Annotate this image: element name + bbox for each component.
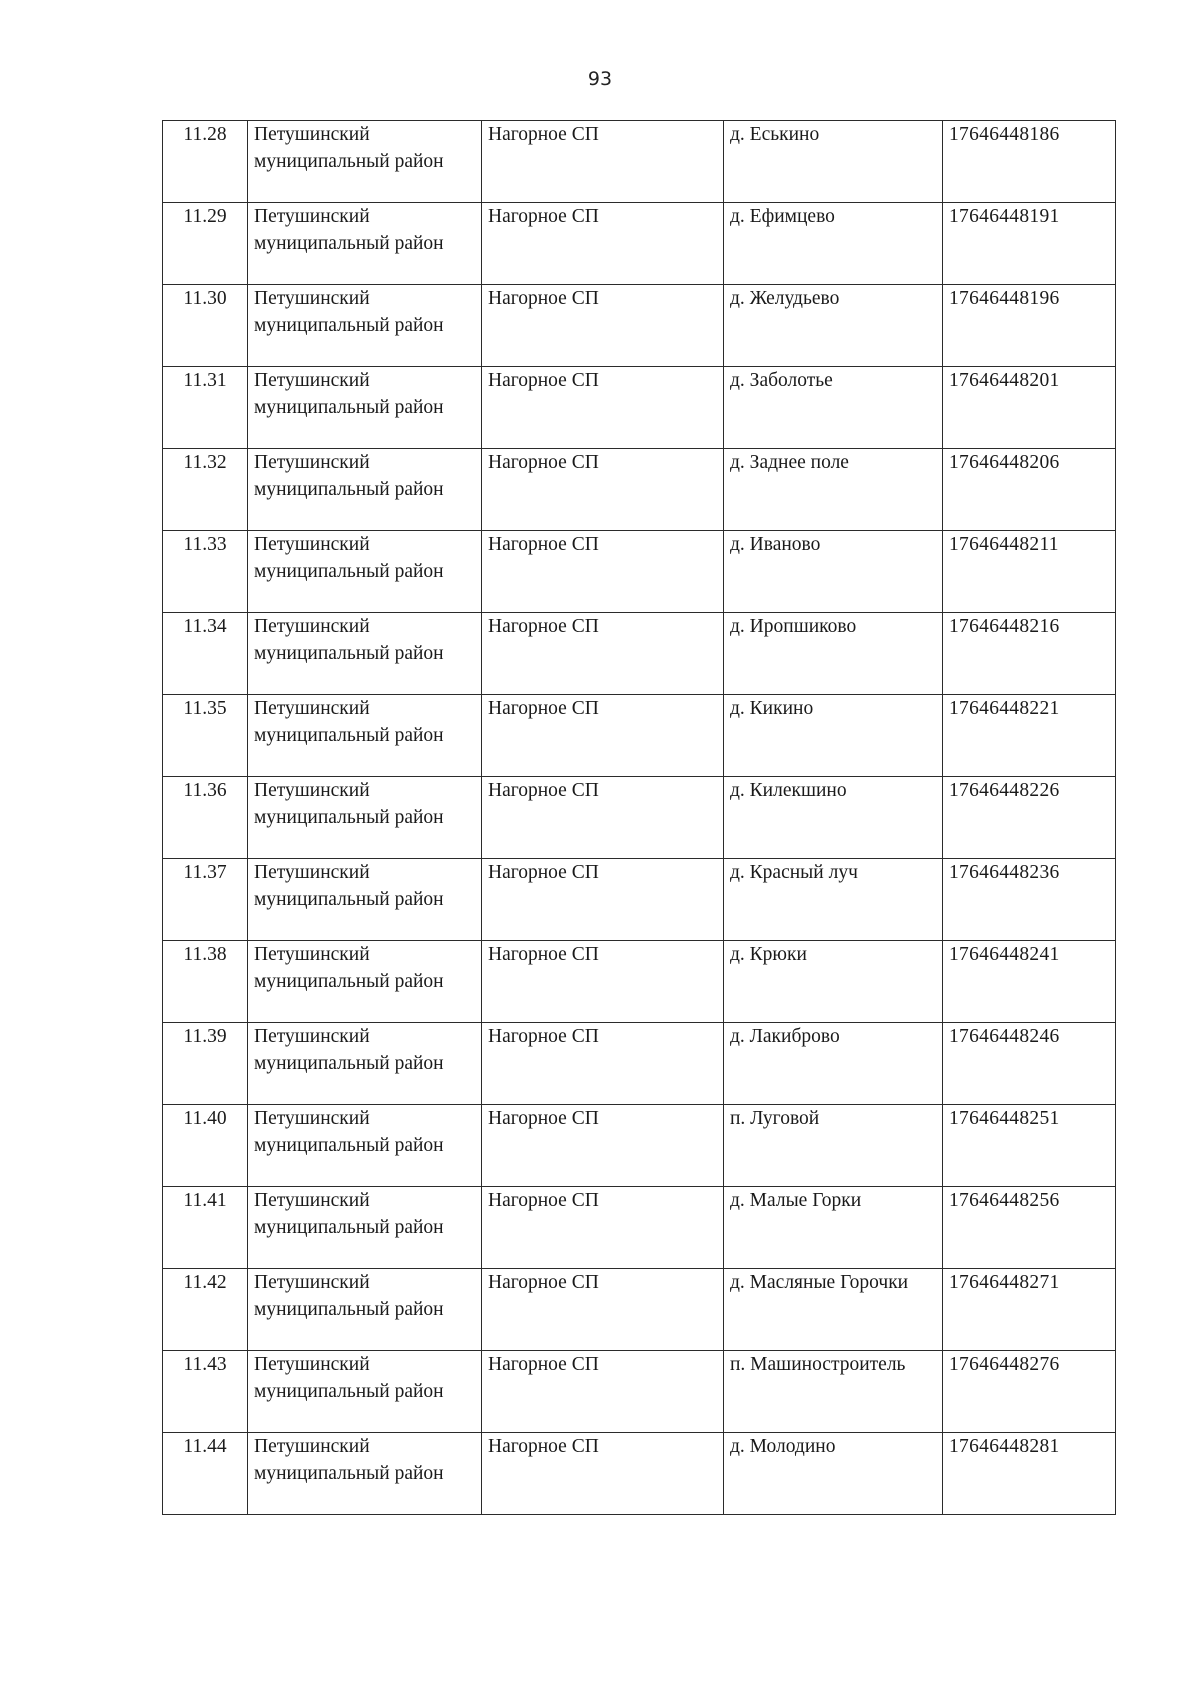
row-number: 11.34: [163, 613, 248, 695]
locality-name: д. Крюки: [724, 941, 943, 1023]
district-name: Петушинский муниципальный район: [248, 285, 482, 367]
row-number: 11.44: [163, 1433, 248, 1515]
district-name: Петушинский муниципальный район: [248, 613, 482, 695]
settlement-name: Нагорное СП: [482, 1351, 724, 1433]
locality-name: д. Молодино: [724, 1433, 943, 1515]
table-row: [163, 777, 1116, 859]
row-number: 11.30: [163, 285, 248, 367]
district-name: Петушинский муниципальный район: [248, 1187, 482, 1269]
oktmo-code: 17646448191: [943, 203, 1116, 285]
settlement-name: Нагорное СП: [482, 203, 724, 285]
locality-name: д. Заболотье: [724, 367, 943, 449]
district-name: Петушинский муниципальный район: [248, 1351, 482, 1433]
locality-name: д. Лакиброво: [724, 1023, 943, 1105]
district-name: Петушинский муниципальный район: [248, 777, 482, 859]
table-row: [163, 531, 1116, 613]
table-row: [163, 1269, 1116, 1351]
oktmo-code: 17646448221: [943, 695, 1116, 777]
settlement-name: Нагорное СП: [482, 1023, 724, 1105]
locality-name: д. Ефимцево: [724, 203, 943, 285]
row-number: 11.40: [163, 1105, 248, 1187]
locality-name: д. Желудьево: [724, 285, 943, 367]
oktmo-code: 17646448251: [943, 1105, 1116, 1187]
settlement-name: Нагорное СП: [482, 777, 724, 859]
settlement-name: Нагорное СП: [482, 285, 724, 367]
table-row: [163, 203, 1116, 285]
page-number: 93: [587, 68, 613, 90]
locality-name: п. Луговой: [724, 1105, 943, 1187]
oktmo-code: 17646448196: [943, 285, 1116, 367]
district-name: Петушинский муниципальный район: [248, 1105, 482, 1187]
table-row: [163, 1351, 1116, 1433]
district-name: Петушинский муниципальный район: [248, 1023, 482, 1105]
table-row: [163, 1105, 1116, 1187]
locality-name: д. Иваново: [724, 531, 943, 613]
locality-name: д. Масляные Горочки: [724, 1269, 943, 1351]
table-row: [163, 941, 1116, 1023]
row-number: 11.31: [163, 367, 248, 449]
settlement-name: Нагорное СП: [482, 1269, 724, 1351]
settlement-name: Нагорное СП: [482, 531, 724, 613]
oktmo-code: 17646448216: [943, 613, 1116, 695]
settlement-name: Нагорное СП: [482, 613, 724, 695]
row-number: 11.33: [163, 531, 248, 613]
table-row: [163, 859, 1116, 941]
district-name: Петушинский муниципальный район: [248, 367, 482, 449]
row-number: 11.28: [163, 121, 248, 203]
table-row: [163, 367, 1116, 449]
settlement-name: Нагорное СП: [482, 859, 724, 941]
settlement-name: Нагорное СП: [482, 449, 724, 531]
row-number: 11.32: [163, 449, 248, 531]
oktmo-code: 17646448206: [943, 449, 1116, 531]
settlement-name: Нагорное СП: [482, 121, 724, 203]
row-number: 11.35: [163, 695, 248, 777]
settlement-name: Нагорное СП: [482, 941, 724, 1023]
district-name: Петушинский муниципальный район: [248, 695, 482, 777]
oktmo-code: 17646448281: [943, 1433, 1116, 1515]
oktmo-code: 17646448246: [943, 1023, 1116, 1105]
locality-name: д. Еськино: [724, 121, 943, 203]
table-row: [163, 1433, 1116, 1515]
locality-name: п. Машиностроитель: [724, 1351, 943, 1433]
oktmo-code: 17646448211: [943, 531, 1116, 613]
table-row: [163, 1023, 1116, 1105]
table-row: [163, 613, 1116, 695]
district-name: Петушинский муниципальный район: [248, 859, 482, 941]
locality-name: д. Килекшино: [724, 777, 943, 859]
locality-name: д. Заднее поле: [724, 449, 943, 531]
settlement-name: Нагорное СП: [482, 367, 724, 449]
settlements-table: [162, 120, 1116, 1515]
oktmo-code: 17646448201: [943, 367, 1116, 449]
oktmo-code: 17646448241: [943, 941, 1116, 1023]
settlement-name: Нагорное СП: [482, 1105, 724, 1187]
oktmo-code: 17646448271: [943, 1269, 1116, 1351]
row-number: 11.37: [163, 859, 248, 941]
row-number: 11.36: [163, 777, 248, 859]
settlement-name: Нагорное СП: [482, 1433, 724, 1515]
row-number: 11.39: [163, 1023, 248, 1105]
district-name: Петушинский муниципальный район: [248, 531, 482, 613]
locality-name: д. Иропшиково: [724, 613, 943, 695]
oktmo-code: 17646448226: [943, 777, 1116, 859]
district-name: Петушинский муниципальный район: [248, 121, 482, 203]
table-row: [163, 121, 1116, 203]
settlement-name: Нагорное СП: [482, 695, 724, 777]
district-name: Петушинский муниципальный район: [248, 941, 482, 1023]
locality-name: д. Кикино: [724, 695, 943, 777]
table-row: [163, 695, 1116, 777]
district-name: Петушинский муниципальный район: [248, 1433, 482, 1515]
district-name: Петушинский муниципальный район: [248, 1269, 482, 1351]
table-row: [163, 449, 1116, 531]
table-body: [163, 121, 1116, 1515]
oktmo-code: 17646448276: [943, 1351, 1116, 1433]
locality-name: д. Красный луч: [724, 859, 943, 941]
district-name: Петушинский муниципальный район: [248, 449, 482, 531]
row-number: 11.43: [163, 1351, 248, 1433]
table-row: [163, 285, 1116, 367]
row-number: 11.42: [163, 1269, 248, 1351]
table-row: [163, 1187, 1116, 1269]
row-number: 11.29: [163, 203, 248, 285]
row-number: 11.38: [163, 941, 248, 1023]
oktmo-code: 17646448186: [943, 121, 1116, 203]
row-number: 11.41: [163, 1187, 248, 1269]
oktmo-code: 17646448236: [943, 859, 1116, 941]
settlement-name: Нагорное СП: [482, 1187, 724, 1269]
oktmo-code: 17646448256: [943, 1187, 1116, 1269]
district-name: Петушинский муниципальный район: [248, 203, 482, 285]
locality-name: д. Малые Горки: [724, 1187, 943, 1269]
